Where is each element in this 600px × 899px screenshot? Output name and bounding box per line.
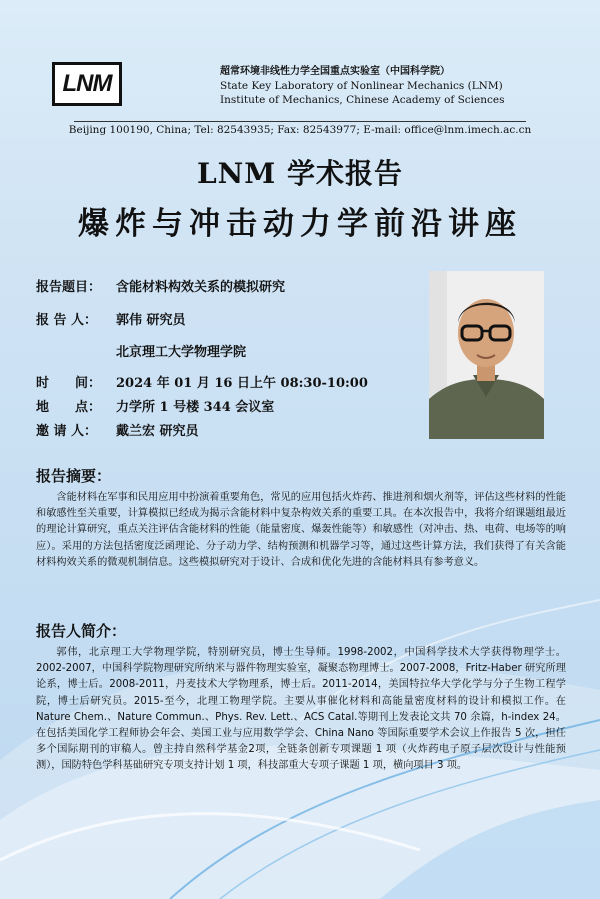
series-title: 爆炸与冲击动力学前沿讲座: [78, 206, 522, 242]
abstract-text: 含能材料在军事和民用应用中扮演着重要角色，常见的应用包括火炸药、推进剂和烟火剂等，评估这些材料的性能和敏感性至关重要，计算模拟已经成为揭示含能材料中复杂构效关系的重要工具。在本次报告中，我将介绍课题组最近的理论计算研究，重点关注评估含能材料的性能（能量密度、爆轰性能等）和敏感性（对冲击、热、电荷、电场等的响应）。采用的方法包括密度泛函理论、分子动力学、结构预测和机器学习等，通过这些计算方法，我们获得了有关含能材料构效关系的微观机制信息。这些模拟研究对于设计、合成和优化先进的含能材料具有参考意义。: [36, 492, 566, 568]
affiliation-row: [36, 341, 246, 360]
bio-text: 郭伟，北京理工大学物理学院，特别研究员，博士生导师。1998-2002，中国科学技术大学获得物理学士。2002-2007，中国科学院物理研究所纳米与器件物理实验室，凝聚态物理博士。2007-2008，Fritz-Haber 研究所理论系，博士后。2008-2011，丹麦技术大学物理系，博士后。2011-2014，美国特拉华大学化学与分子生物工程学院，博士后研究员。2015-至今，北理工物理学院。主要从事催化材料和高能量密度材料的设计和模拟工作。在Nature Chem.、Nature Commun.、Phys. Rev. Lett.、ACS Catal.等期刊上发表论文共 70 余篇，h-index 24。在包括美国化学工程师协会年会、美国工业与应用数学学会、China Nano 等国际重要学术会议上作报告 5 次，担任多个国际期刊的审稿人。曾主持自然科学基金2项，全链条创新专项课题 1 项（火炸药电子原子层次设计与性能预测），国防特色学科基础研究专项支持计划 1 项，科技部重大专项子课题 1 项，横向项目 3 项。: [36, 647, 566, 772]
place-value: 力学所 1 号楼 344 会议室: [116, 400, 275, 415]
institute-name: Institute of Mechanics, Chinese Academy of Sciences: [220, 94, 505, 106]
time-row: [36, 372, 368, 391]
speaker-row: [36, 309, 186, 328]
place-row: [36, 396, 274, 415]
time-value: 2024 年 01 月 16 日上午 08:30-10:00: [116, 376, 368, 391]
speaker-label: 报 告 人：: [36, 313, 98, 328]
time-label: 时 间：: [36, 376, 102, 391]
header-divider: [74, 121, 526, 122]
logo-text: LNM: [62, 70, 112, 97]
lab-name-en: State Key Laboratory of Nonlinear Mechanics (LNM): [220, 80, 503, 92]
bio-heading: 报告人简介：: [36, 622, 127, 640]
lab-header: [220, 65, 505, 107]
abstract-heading: 报告摘要：: [36, 467, 112, 485]
speaker-value: 郭伟 研究员: [116, 313, 186, 328]
host-row: [36, 420, 199, 439]
host-value: 戴兰宏 研究员: [116, 424, 199, 439]
speaker-photo: [429, 271, 544, 439]
topic-value: 含能材料构效关系的模拟研究: [116, 280, 286, 295]
contact-line: Beijing 100190, China; Tel: 82543935; Fax: 82543977; E-mail: office@lnm.imech.ac.cn: [68, 124, 532, 136]
topic-row: [36, 276, 285, 295]
host-label: 邀 请 人：: [36, 424, 98, 439]
lnm-logo: [52, 62, 122, 106]
poster-title: LNM 学术报告: [196, 157, 404, 190]
place-label: 地 点：: [36, 400, 102, 415]
lab-name-cn: 超常环境非线性力学全国重点实验室（中国科学院）: [220, 66, 450, 77]
topic-label: 报告题目：: [36, 280, 102, 295]
affiliation-value: 北京理工大学物理学院: [116, 345, 247, 360]
